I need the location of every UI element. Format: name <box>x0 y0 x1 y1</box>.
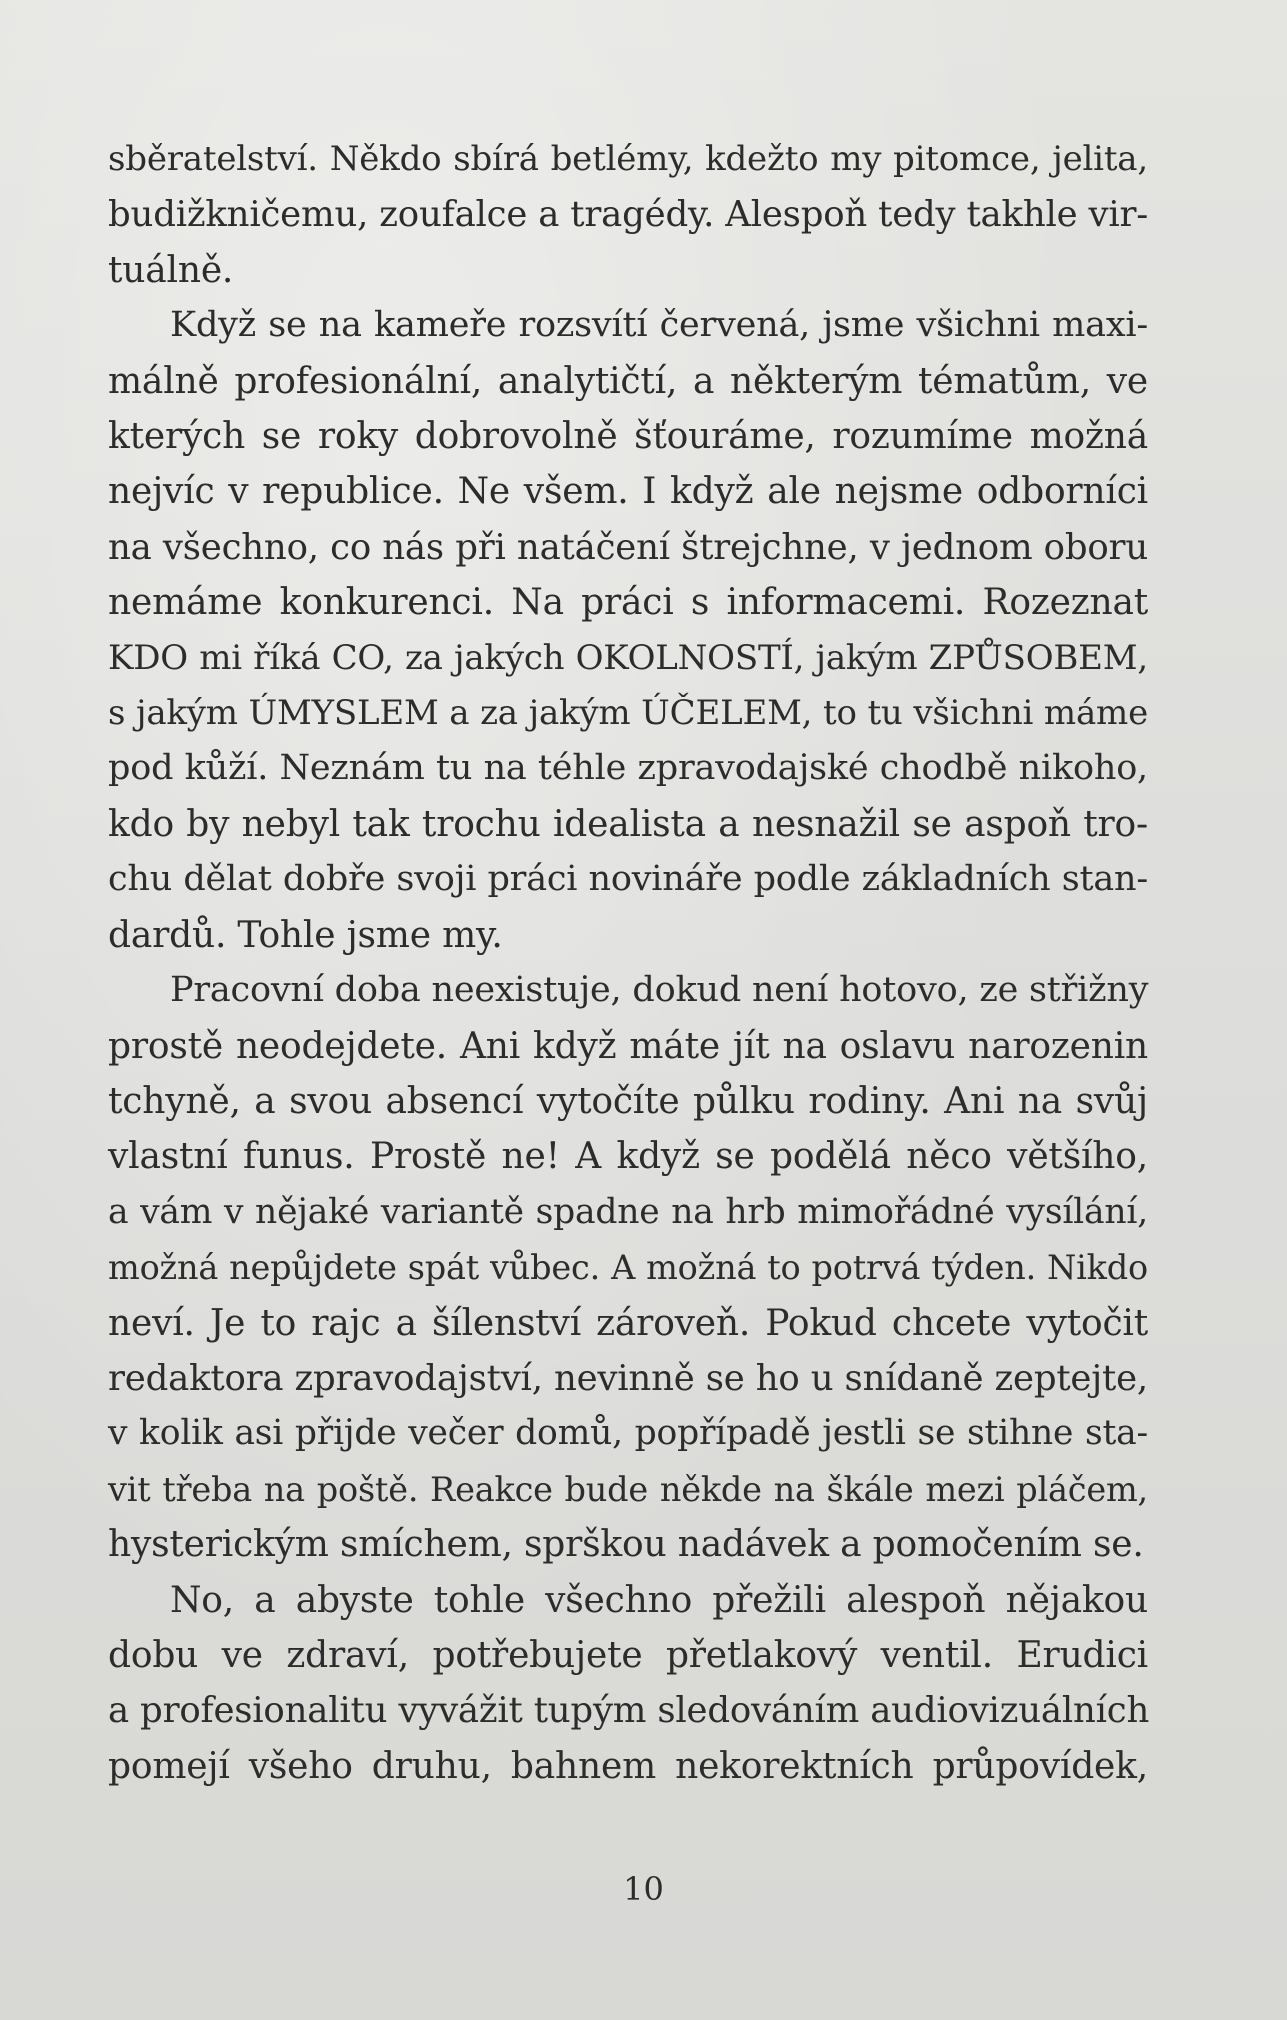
text-line: prostě neodejdete. Ani když máte jít na oslavu narozenin <box>108 1025 1148 1067</box>
paragraph-2 <box>108 298 1148 963</box>
text-line: sběratelství. Někdo sbírá betlémy, kdežto my pitomce, jelita, <box>108 139 1148 179</box>
body-text <box>108 132 1148 1794</box>
text-line: s jakým ÚMYSLEM a za jakým ÚČELEM, to tu všichni máme <box>108 693 1148 734</box>
text-line: KDO mi říká CO, za jakých OKOLNOSTÍ, jakým ZPŮSOBEM, <box>108 637 1148 678</box>
text-line: a profesionalitu vyvážit tupým sledováním audiovizuálních <box>108 1690 1150 1732</box>
text-line: tuálně. <box>108 249 234 291</box>
text-line: možná nepůjdete spát vůbec. A možná to potrvá týden. Nikdo <box>108 1248 1148 1288</box>
paragraph-4 <box>108 1573 1148 1795</box>
text-line: No, a abyste tohle všechno přežili alespoň nějakou <box>170 1579 1148 1621</box>
text-line: nemáme konkurenci. Na práci s informacemi. Rozeznat <box>108 582 1148 624</box>
text-line: kdo by nebyl tak trochu idealista a nesnažil se aspoň tro- <box>108 803 1148 845</box>
text-line: neví. Je to rajc a šílenství zároveň. Pokud chcete vytočit <box>108 1302 1148 1344</box>
text-line: nejvíc v republice. Ne všem. I když ale nejsme odborníci <box>108 471 1148 513</box>
text-line: pomejí všeho druhu, bahnem nekorektních průpovídek, <box>108 1745 1148 1787</box>
text-line: chu dělat dobře svoji práci novináře podle základních stan- <box>108 859 1148 900</box>
text-line: redaktora zpravodajství, nevinně se ho u snídaně zeptejte, <box>108 1357 1148 1399</box>
text-line: Pracovní doba neexistuje, dokud není hotovo, ze střižny <box>170 970 1149 1011</box>
paragraph-1 <box>108 132 1148 298</box>
text-line: budižkničemu, zoufalce a tragédy. Alespoň tedy takhle vir- <box>108 194 1149 236</box>
text-line: vit třeba na poště. Reakce bude někde na škále mezi pláčem, <box>108 1469 1148 1509</box>
text-line: tchyně, a svou absencí vytočíte půlku rodiny. Ani na svůj <box>108 1080 1148 1122</box>
text-line: Když se na kameře rozsvítí červená, jsme všichni maxi- <box>170 305 1148 346</box>
text-line: dobu ve zdraví, potřebujete přetlakový ventil. Erudici <box>108 1634 1148 1676</box>
text-line: hysterickým smíchem, sprškou nadávek a pomočením se. <box>108 1524 1144 1566</box>
page-number: 10 <box>623 1870 664 1908</box>
text-line: na všechno, co nás při natáčení štrejchne, v jednom oboru <box>108 526 1148 568</box>
text-line: kterých se roky dobrovolně šťouráme, rozumíme možná <box>108 416 1148 458</box>
text-line: málně profesionální, analytičtí, a některým tématům, ve <box>108 360 1148 402</box>
text-line: a vám v nějaké variantě spadne na hrb mimořádné vysílání, <box>108 1191 1148 1232</box>
text-line: v kolik asi přijde večer domů, popřípadě jestli se stihne sta- <box>108 1413 1148 1454</box>
text-line: pod kůží. Neznám tu na téhle zpravodajské chodbě nikoho, <box>108 748 1148 789</box>
paragraph-3 <box>108 963 1148 1572</box>
text-line: dardů. Tohle jsme my. <box>108 914 503 956</box>
text-line: vlastní funus. Prostě ne! A když se podělá něco většího, <box>108 1136 1148 1178</box>
